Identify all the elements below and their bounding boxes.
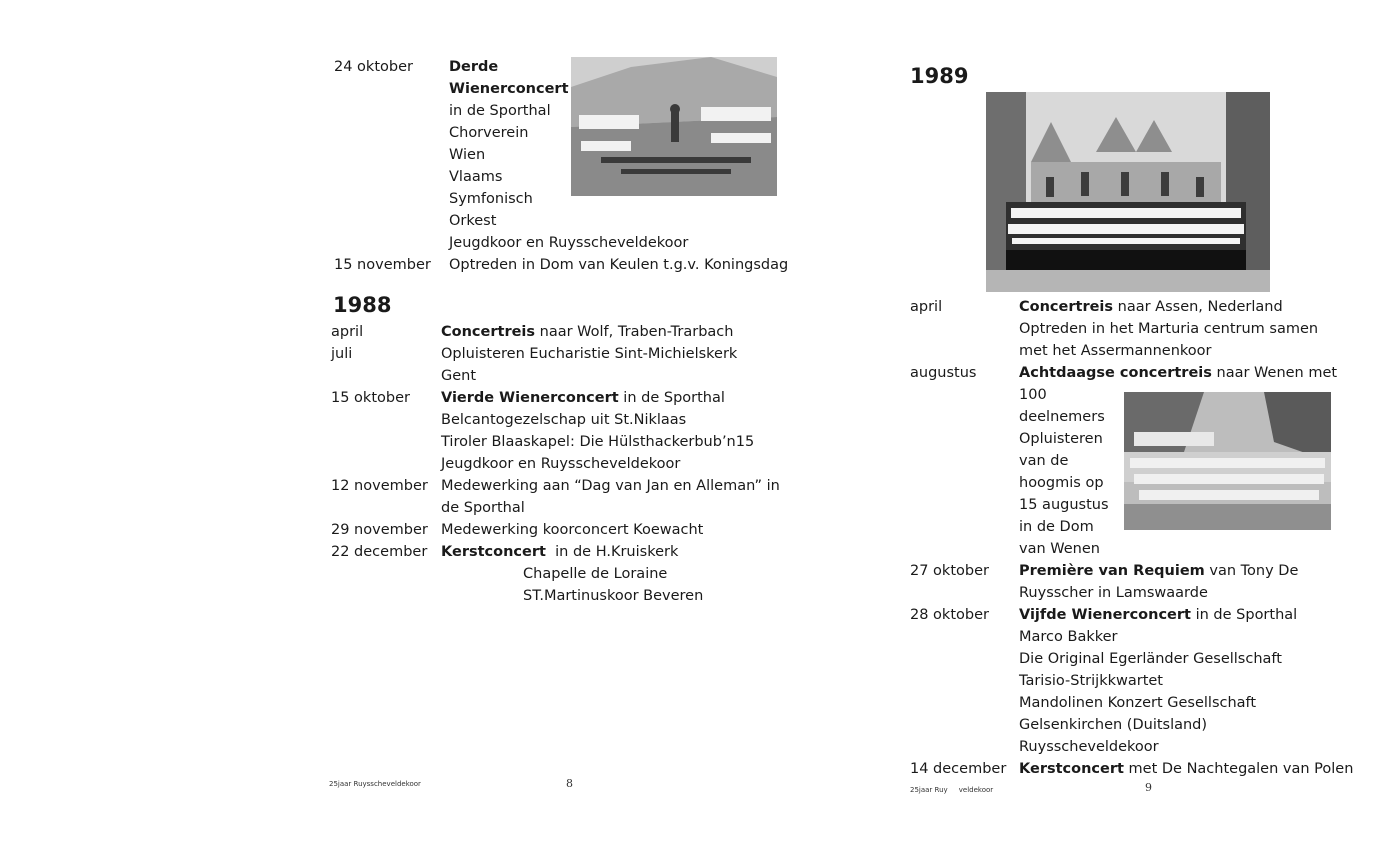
- description-line: [1019, 494, 1337, 516]
- description-line: [441, 321, 733, 343]
- text: naar Wenen met: [1211, 365, 1338, 381]
- text: Chorverein: [449, 125, 529, 141]
- entry-date: 28 oktober: [910, 607, 989, 623]
- text: Mandolinen Konzert Gesellschaft: [1019, 695, 1257, 711]
- entry-description: [441, 541, 703, 607]
- description-line: [1019, 670, 1297, 692]
- text: de Sporthal: [441, 500, 525, 516]
- year-heading-1988: 1988: [333, 293, 392, 317]
- description-line: [1019, 692, 1297, 714]
- choir-in-front-of-church-icon: [986, 92, 1270, 292]
- description-line: [1019, 758, 1353, 780]
- text: Opluisteren: [1019, 431, 1103, 447]
- bold-text: Vierde Wienerconcert: [441, 390, 619, 406]
- bold-text: Kerstconcert: [441, 544, 546, 560]
- description-line: [1019, 472, 1337, 494]
- bold-text: Première van Requiem: [1019, 563, 1205, 579]
- text: Die Original Egerländer Gesellschaft: [1019, 651, 1282, 667]
- entry-date: 14 december: [910, 761, 1007, 777]
- page-number-left: 8: [566, 777, 573, 790]
- text: 100: [1019, 387, 1047, 403]
- text: Symfonisch: [449, 191, 533, 207]
- entry-date: 15 november: [334, 257, 431, 273]
- bold-text: Achtdaagse concertreis: [1019, 365, 1212, 381]
- text: Vlaams: [449, 169, 503, 185]
- description-line: [441, 563, 703, 585]
- description-line: [1019, 362, 1337, 384]
- choir-church-photo: [986, 92, 1270, 292]
- description-line: [1019, 582, 1298, 604]
- description-line: [1019, 714, 1297, 736]
- text: in de Sporthal: [449, 103, 551, 119]
- text: 15 augustus: [1019, 497, 1109, 513]
- description-line: [1019, 626, 1297, 648]
- bold-text: Concertreis: [1019, 299, 1114, 315]
- text: Ruysscheveldekoor: [1019, 739, 1159, 755]
- text: naar Assen, Nederland: [1113, 299, 1283, 315]
- description-line: [1019, 604, 1297, 626]
- description-line: [1019, 538, 1337, 560]
- text: Belcantogezelschap uit St.Niklaas: [441, 412, 687, 428]
- text: Chapelle de Loraine: [523, 566, 668, 582]
- entry-description: [1019, 560, 1298, 604]
- description-line: [1019, 648, 1297, 670]
- text: Medewerking koorconcert Koewacht: [441, 522, 704, 538]
- entry-description: [441, 519, 703, 541]
- text: van de: [1019, 453, 1069, 469]
- entry-description: [1019, 296, 1318, 362]
- entry-date: 12 november: [331, 478, 428, 494]
- text: Optreden in het Marturia centrum samen: [1019, 321, 1319, 337]
- text: deelnemers: [1019, 409, 1105, 425]
- description-line: [1019, 428, 1337, 450]
- bold-text: Vijfde Wienerconcert: [1019, 607, 1191, 623]
- text: naar Wolf, Traben-Trarbach: [535, 324, 734, 340]
- entry-date: april: [331, 324, 364, 340]
- description-line: [1019, 296, 1318, 318]
- description-line: [441, 519, 703, 541]
- description-line: [1019, 516, 1337, 538]
- text: Opluisteren Eucharistie Sint-Michielskerk: [441, 346, 738, 362]
- text: in de H.Kruiskerk: [545, 544, 679, 560]
- text: Medewerking aan “Dag van Jan en Alleman” in: [441, 478, 780, 494]
- text: met De Nachtegalen van Polen: [1123, 761, 1354, 777]
- description-line: [449, 232, 688, 254]
- text: met het Assermannenkoor: [1019, 343, 1212, 359]
- entry-description: [441, 321, 733, 343]
- description-line: [441, 585, 703, 607]
- entry-date: 22 december: [331, 544, 428, 560]
- text: Marco Bakker: [1019, 629, 1118, 645]
- text: Tiroler Blaaskapel: Die Hülsthackerbub’n15: [441, 434, 755, 450]
- entry-description: [1019, 362, 1337, 560]
- entry-date: 27 oktober: [910, 563, 989, 579]
- bold-text: Derde: [449, 59, 499, 75]
- description-line: [1019, 406, 1337, 428]
- text: Orkest: [449, 213, 497, 229]
- text: Wien: [449, 147, 486, 163]
- text: ST.Martinuskoor Beveren: [523, 588, 704, 604]
- text: Gent: [441, 368, 477, 384]
- bold-text: Concertreis: [441, 324, 536, 340]
- text: in de Dom: [1019, 519, 1094, 535]
- entry-description: [441, 343, 737, 387]
- text: hoogmis op: [1019, 475, 1104, 491]
- year-heading-1989: 1989: [910, 64, 969, 88]
- entry-date: april: [910, 299, 943, 315]
- entry-description: [1019, 758, 1353, 780]
- description-line: [1019, 340, 1318, 362]
- description-line: [449, 210, 688, 232]
- description-line: [441, 365, 737, 387]
- entry-date: augustus: [910, 365, 977, 381]
- text: in de Sporthal: [618, 390, 725, 406]
- text: Gelsenkirchen (Duitsland): [1019, 717, 1208, 733]
- description-line: [441, 343, 737, 365]
- entry-description: [1019, 604, 1297, 758]
- text: Ruysscher in Lamswaarde: [1019, 585, 1208, 601]
- description-line: [1019, 318, 1318, 340]
- description-line: [1019, 560, 1298, 582]
- entry-date: 15 oktober: [331, 390, 410, 406]
- page-footer-left: 25jaar Ruysscheveldekoor: [329, 780, 421, 788]
- text: van Wenen: [1019, 541, 1100, 557]
- text: Jeugdkoor en Ruysscheveldekoor: [441, 456, 681, 472]
- right-page: [700, 0, 1400, 850]
- text: Jeugdkoor en Ruysscheveldekoor: [449, 235, 689, 251]
- description-line: [1019, 736, 1297, 758]
- description-line: [1019, 384, 1337, 406]
- text: Optreden in Dom van Keulen t.g.v. Koningsdag: [449, 257, 789, 273]
- description-line: [1019, 450, 1337, 472]
- page-number-right: 9: [1145, 781, 1152, 794]
- text: Tarisio-Strijkkwartet: [1019, 673, 1163, 689]
- page-footer-right: 25jaar Ruy veldekoor: [910, 786, 994, 794]
- description-line: [441, 541, 703, 563]
- entry-date: 29 november: [331, 522, 428, 538]
- bold-text: Kerstconcert: [1019, 761, 1124, 777]
- entry-date: juli: [331, 346, 353, 362]
- entry-date: 24 oktober: [334, 59, 413, 75]
- text: in de Sporthal: [1190, 607, 1298, 623]
- text: van Tony De: [1204, 563, 1299, 579]
- bold-text: Wienerconcert: [449, 81, 569, 97]
